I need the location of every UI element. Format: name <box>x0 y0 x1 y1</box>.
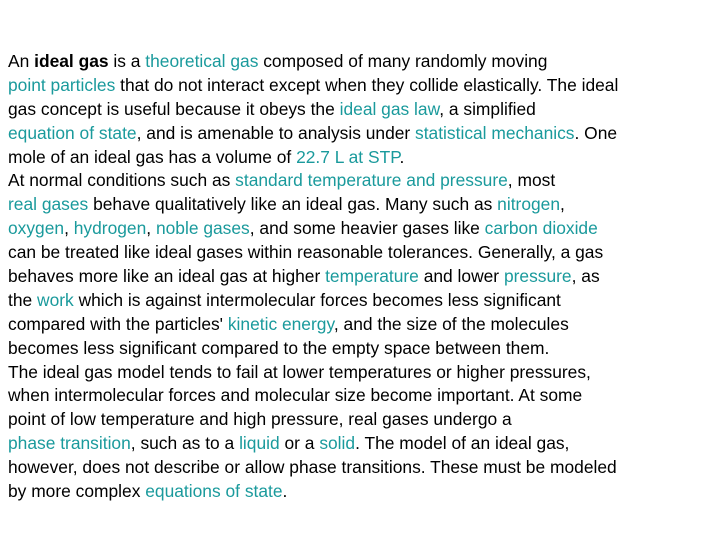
hyperlink[interactable]: hydrogen <box>73 218 147 239</box>
text-line <box>8 337 716 361</box>
hyperlink[interactable]: liquid <box>239 433 280 454</box>
article-body <box>8 50 716 504</box>
text-line <box>8 169 716 193</box>
text-line <box>8 408 716 432</box>
text-segment: when intermolecular forces and molecular size become important. At some <box>8 385 583 406</box>
text-segment: . One <box>574 122 618 143</box>
text-line <box>8 98 716 122</box>
hyperlink[interactable]: work <box>37 289 74 310</box>
text-segment: behaves more like an ideal gas at higher <box>8 266 326 287</box>
text-segment: . The model of an ideal gas, <box>355 433 570 454</box>
hyperlink[interactable]: 22.7 L at STP <box>296 146 400 167</box>
hyperlink[interactable]: kinetic energy <box>227 313 334 334</box>
text-segment: which is against intermolecular forces becomes less significant <box>73 289 561 310</box>
text-line <box>8 241 716 265</box>
text-segment: , a simplified <box>439 98 536 119</box>
text-segment: that do not interact except when they collide elastically. The ideal <box>115 74 619 95</box>
text-segment: the <box>8 289 38 310</box>
hyperlink[interactable]: theoretical gas <box>145 51 259 71</box>
hyperlink[interactable]: oxygen <box>8 218 65 239</box>
text-line <box>8 74 716 98</box>
text-segment: or a <box>279 433 320 454</box>
hyperlink[interactable]: point particles <box>8 74 116 95</box>
hyperlink[interactable]: equation of state <box>8 122 137 143</box>
text-segment: , as <box>571 266 600 287</box>
text-segment: mole of an ideal gas has a volume of <box>8 146 297 167</box>
text-segment: behave qualitatively like an ideal gas. Many such as <box>88 194 498 215</box>
text-line <box>8 361 716 385</box>
hyperlink[interactable]: ideal gas law <box>339 98 440 119</box>
text-segment: , such as to a <box>130 433 240 454</box>
text-segment: compared with the particles' <box>8 313 228 334</box>
text-segment: by more complex <box>8 481 146 502</box>
hyperlink[interactable]: real gases <box>8 194 89 215</box>
hyperlink[interactable]: phase transition <box>8 433 131 454</box>
text-segment: , <box>560 194 565 215</box>
text-segment: . <box>282 481 288 502</box>
hyperlink[interactable]: standard temperature and pressure <box>235 170 508 191</box>
text-line <box>8 289 716 313</box>
hyperlink[interactable]: solid <box>319 433 356 454</box>
text-segment: , most <box>507 170 556 191</box>
text-segment: can be treated like ideal gases within reasonable tolerances. Generally, a gas <box>8 242 604 263</box>
text-line <box>8 384 716 408</box>
text-line <box>8 456 716 480</box>
hyperlink[interactable]: noble gases <box>155 218 250 239</box>
text-line <box>8 265 716 289</box>
text-segment: , and is amenable to analysis under <box>136 122 416 143</box>
text-line <box>8 480 716 504</box>
hyperlink[interactable]: carbon dioxide <box>484 218 598 239</box>
text-segment: The ideal gas model tends to fail at lower temperatures or higher pressures, <box>8 361 591 382</box>
text-line <box>8 432 716 456</box>
text-line <box>8 313 716 337</box>
text-line <box>8 193 716 217</box>
bold-term: ideal gas <box>34 51 109 71</box>
text-segment: , <box>146 218 156 239</box>
text-line <box>8 50 716 74</box>
hyperlink[interactable]: temperature <box>325 266 419 287</box>
text-segment: point of low temperature and high pressure, real gases undergo a <box>8 409 512 430</box>
text-segment: and lower <box>418 266 504 287</box>
text-segment: however, does not describe or allow phase transitions. These must be modeled <box>8 457 617 478</box>
text-segment: becomes less significant compared to the empty space between them. <box>8 337 550 358</box>
text-line <box>8 122 716 146</box>
text-line <box>8 217 716 241</box>
text-segment: . <box>399 146 405 167</box>
text-line <box>8 146 716 170</box>
hyperlink[interactable]: pressure <box>503 266 572 287</box>
text-segment: composed of many randomly moving <box>258 51 548 71</box>
hyperlink[interactable]: nitrogen <box>497 194 561 215</box>
hyperlink[interactable]: equations of state <box>145 481 283 502</box>
text-segment: , and the size of the molecules <box>333 313 569 334</box>
text-segment: An <box>8 51 35 71</box>
text-segment: gas concept is useful because it obeys the <box>8 98 340 119</box>
text-segment: , and some heavier gases like <box>249 218 485 239</box>
text-segment: At normal conditions such as <box>8 170 236 191</box>
hyperlink[interactable]: statistical mechanics <box>415 122 575 143</box>
text-segment: , <box>64 218 74 239</box>
text-segment: is a <box>108 51 146 71</box>
